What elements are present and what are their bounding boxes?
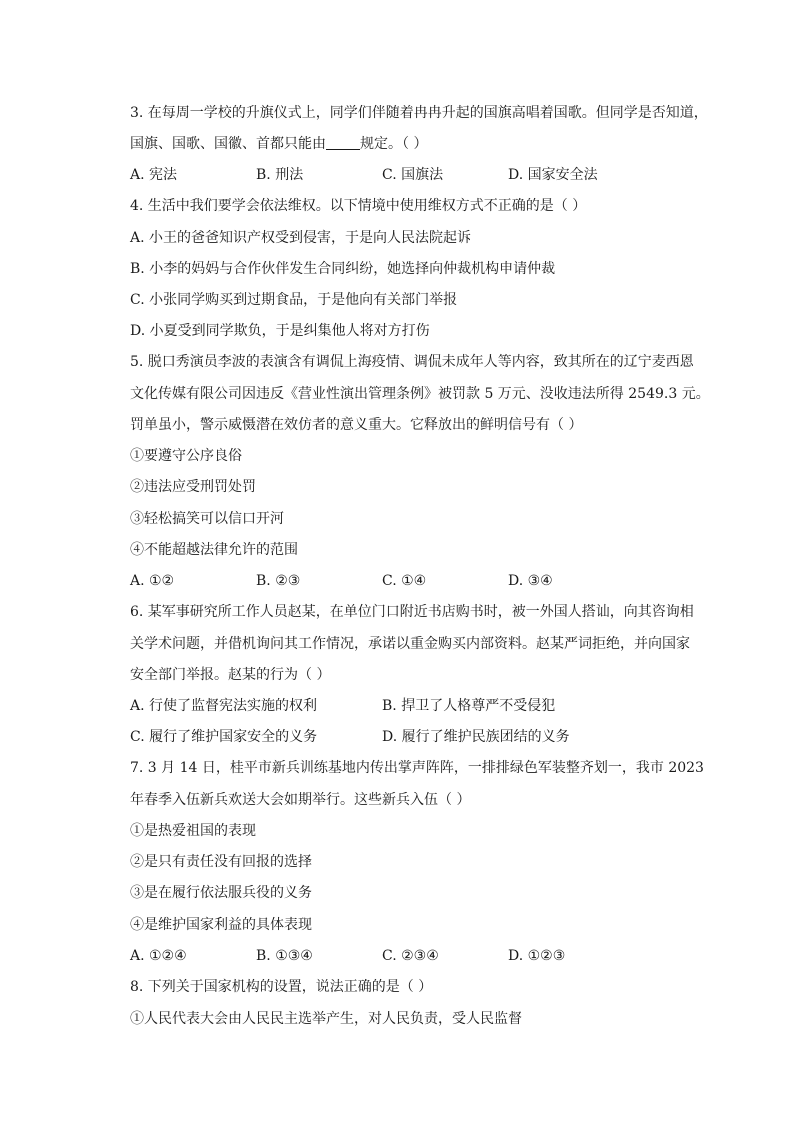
q7-option-b: B. ①③④	[256, 948, 313, 964]
q5-statement-3: ③轻松搞笑可以信口开河	[130, 511, 284, 527]
q8-statement-1: ①人民代表大会由人民民主选举产生，对人民负责，受人民监督	[130, 1011, 522, 1027]
q5-stem-line2: 文化传媒有限公司因违反《营业性演出管理条例》被罚款 5 万元、没收违法所得 2549.3 元。	[130, 386, 710, 402]
q3-blank	[326, 135, 360, 150]
q7-statement-2: ②是只有责任没有回报的选择	[130, 854, 312, 870]
q3-stem-line2-tail: 规定。（ ）	[360, 136, 428, 152]
q5-option-c: C. ①④	[382, 573, 427, 589]
q4-option-c: C. 小张同学购买到过期食品，于是他向有关部门举报	[130, 292, 458, 308]
q3-option-c: C. 国旗法	[382, 167, 444, 183]
q7-option-a: A. ①②④	[130, 948, 187, 964]
q7-stem-line2: 年春季入伍新兵欢送大会如期举行。这些新兵入伍（ ）	[130, 792, 471, 808]
q6-option-d: D. 履行了维护民族团结的义务	[382, 729, 570, 745]
q6-option-c: C. 履行了维护国家安全的义务	[130, 729, 318, 745]
q3-option-a: A. 宪法	[130, 167, 178, 183]
q5-stem-line1: 5. 脱口秀演员李波的表演含有调侃上海疫情、调侃未成年人等内容，致其所在的辽宁麦西恩	[130, 354, 694, 370]
q3-stem-line2-text: 国旗、国歌、国徽、首都只能由	[130, 136, 326, 152]
q5-statement-4: ④不能超越法律允许的范围	[130, 542, 298, 558]
q3-stem-line1: 3. 在每周一学校的升旗仪式上，同学们伴随着冉冉升起的国旗高唱着国歌。但同学是否知道，	[130, 105, 708, 121]
q6-option-a: A. 行使了监督宪法实施的权利	[130, 698, 318, 714]
q6-stem-line1: 6. 某军事研究所工作人员赵某，在单位门口附近书店购书时，被一外国人搭讪，向其咨询相	[130, 604, 694, 620]
q5-statement-2: ②违法应受刑罚处罚	[130, 479, 256, 495]
q4-option-b: B. 小李的妈妈与合作伙伴发生合同纠纷，她选择向仲裁机构申请仲裁	[130, 261, 556, 277]
q4-option-d: D. 小夏受到同学欺负，于是纠集他人将对方打伤	[130, 323, 430, 339]
q7-statement-4: ④是维护国家利益的具体表现	[130, 917, 312, 933]
q6-stem-line2: 关学术问题，并借机询问其工作情况，承诺以重金购买内部资料。赵某严词拒绝，并向国家	[130, 636, 690, 652]
q4-option-a: A. 小王的爸爸知识产权受到侵害，于是向人民法院起诉	[130, 230, 472, 246]
q6-stem-line3: 安全部门举报。赵某的行为（ ）	[130, 667, 331, 683]
q5-option-d: D. ③④	[508, 573, 553, 589]
q5-statement-1: ①要遵守公序良俗	[130, 448, 242, 464]
q5-option-b: B. ②③	[256, 573, 301, 589]
q6-option-b: B. 捍卫了人格尊严不受侵犯	[382, 698, 556, 714]
q5-stem-line3: 罚单虽小，警示威慑潜在效仿者的意义重大。它释放出的鲜明信号有（ ）	[130, 417, 583, 433]
q7-option-d: D. ①②③	[508, 948, 566, 964]
q3-option-d: D. 国家安全法	[508, 167, 598, 183]
q7-statement-3: ③是在履行依法服兵役的义务	[130, 885, 312, 901]
q7-option-c: C. ②③④	[382, 948, 439, 964]
q8-stem: 8. 下列关于国家机构的设置，说法正确的是（ ）	[130, 979, 433, 995]
q7-stem-line1: 7. 3 月 14 日，桂平市新兵训练基地内传出掌声阵阵，一排排绿色军装整齐划一，我市 2023	[130, 760, 704, 776]
q3-option-b: B. 刑法	[256, 167, 304, 183]
q5-option-a: A. ①②	[130, 573, 175, 589]
q3-stem-line2	[130, 134, 427, 154]
q4-stem: 4. 生活中我们要学会依法维权。以下情境中使用维权方式不正确的是（ ）	[130, 198, 587, 214]
q7-statement-1: ①是热爱祖国的表现	[130, 823, 256, 839]
